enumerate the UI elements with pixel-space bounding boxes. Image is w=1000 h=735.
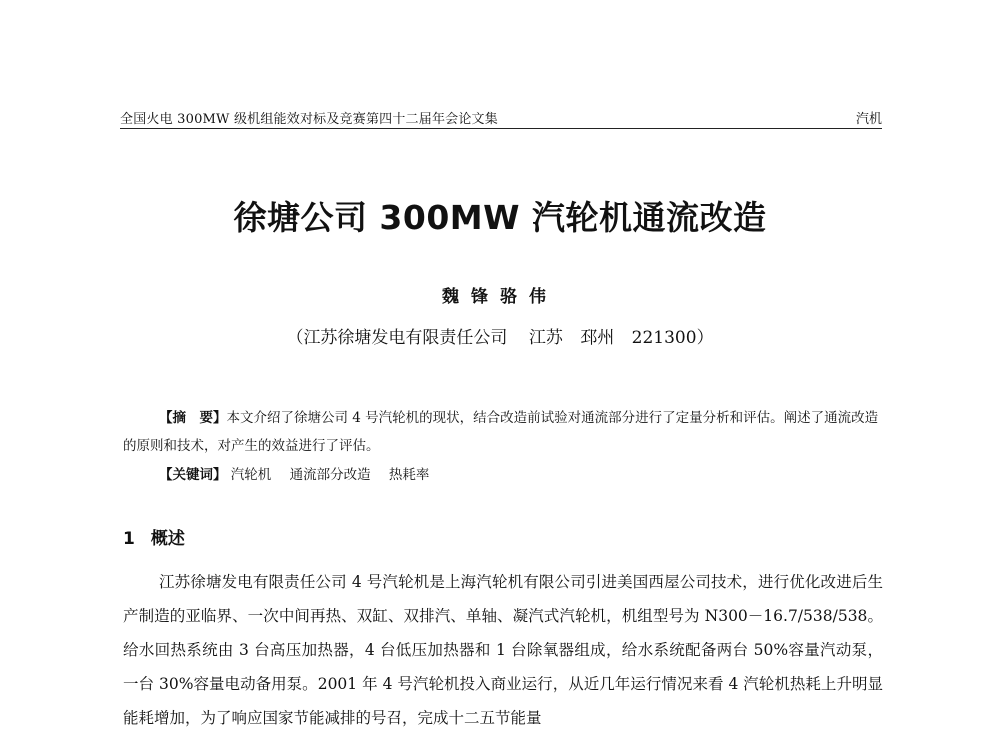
affiliation-org: 江苏徐塘发电有限责任公司	[303, 328, 508, 348]
keyword-item: 通流部分改造	[289, 467, 371, 483]
affiliation	[0, 323, 1000, 348]
abstract	[123, 404, 883, 460]
running-header	[120, 106, 882, 129]
affiliation-open-paren: （	[286, 328, 304, 348]
section-number: 1	[123, 529, 135, 549]
header-proceedings-title: 全国火电 300MW 级机组能效对标及竞赛第四十二届年会论文集	[120, 112, 498, 127]
keyword-item: 汽轮机	[230, 467, 272, 483]
affiliation-close-paren: ）	[696, 328, 714, 348]
keywords	[159, 463, 443, 483]
affiliation-postcode: 221300	[631, 328, 697, 348]
abstract-label: 【摘 要】	[159, 410, 227, 426]
authors: 魏锋骆伟	[442, 287, 558, 307]
affiliation-city: 邳州	[580, 328, 615, 348]
body-paragraph: 江苏徐塘发电有限责任公司 4 号汽轮机是上海汽轮机有限公司引进美国西屋公司技术，进行优化改进后生产制造的亚临界、一次中间再热、双缸、双排汽、单轴、凝汽式汽轮机，机组型号为 N300－16.7/538/538。给水回热系统由 3 台高压加热器，4 台低压加热器和 1 台除氧器组成，给水系统配备两台 50%容量汽动泵，一台 30%容量电动备用泵。2001 年 4 号汽轮机投入商业运行，从近几年运行情况来看 4 汽轮机热耗上升明显能耗增加，为了响应国家节能减排的号召，完成十二五节能量	[123, 573, 883, 727]
keywords-label: 【关键词】	[159, 467, 227, 483]
header-section-name: 汽机	[855, 112, 882, 127]
keyword-item: 热耗率	[388, 467, 430, 483]
section-title: 概述	[150, 529, 185, 549]
section-heading	[123, 524, 185, 549]
paper-title: 徐塘公司 300MW 汽轮机通流改造	[233, 198, 767, 237]
abstract-text: 本文介绍了徐塘公司 4 号汽轮机的现状，结合改造前试验对通流部分进行了定量分析和评估。阐述了通流改造的原则和技术，对产生的效益进行了评估。	[123, 410, 879, 454]
affiliation-province: 江苏	[528, 328, 563, 348]
body-text	[123, 565, 883, 735]
